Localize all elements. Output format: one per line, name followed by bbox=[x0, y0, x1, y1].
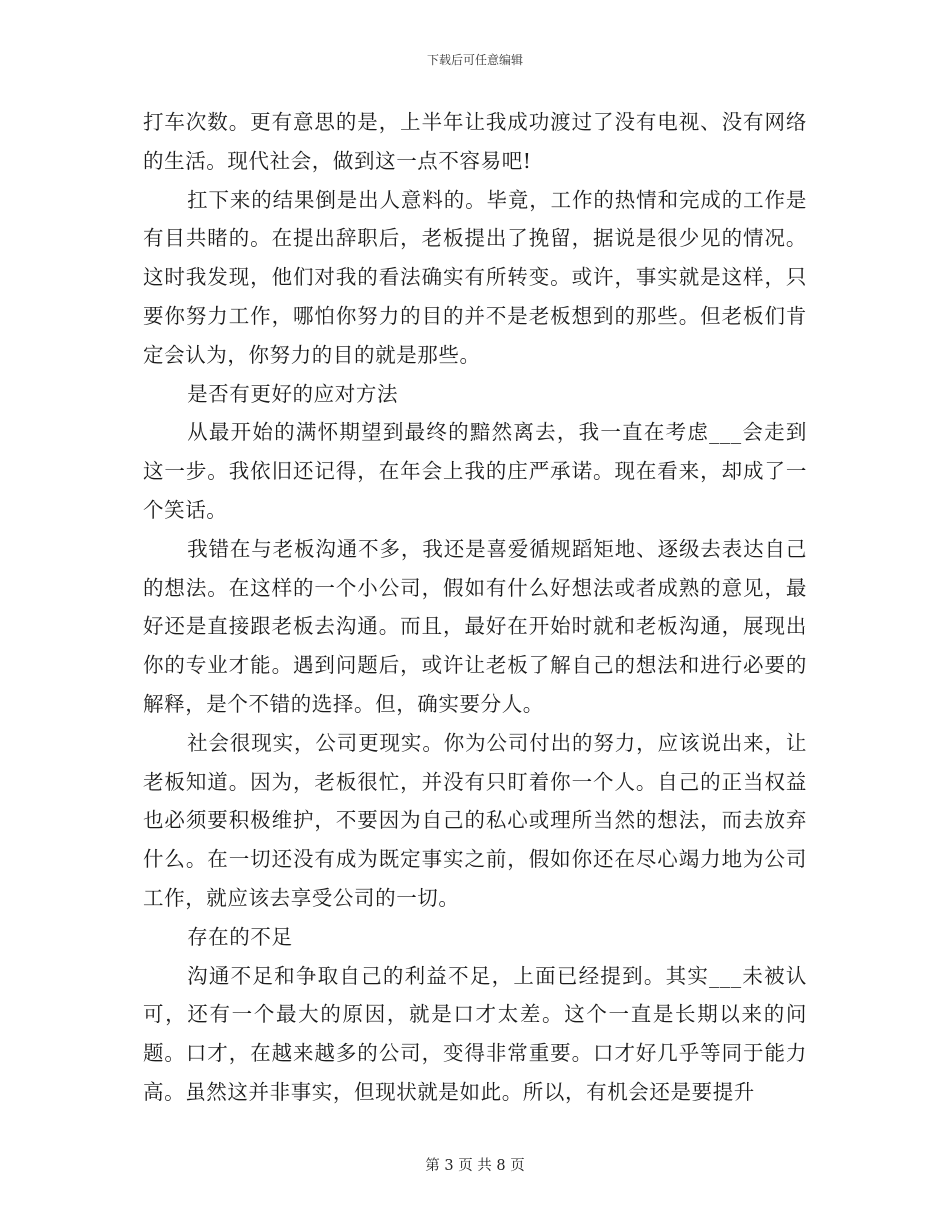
document-body bbox=[143, 103, 807, 1112]
section-heading-better-approach: 是否有更好的应对方法 bbox=[187, 381, 399, 406]
page-header: 下载后可任意编辑 bbox=[426, 53, 523, 67]
page-footer: 第 3 页 共 8 页 bbox=[425, 1158, 525, 1174]
paragraph-1: 打车次数。更有意思的是，上半年让我成功渡过了没有电视、没有网络的生活。现代社会，做到这一点不容易吧! bbox=[143, 110, 807, 173]
section-heading-shortcomings: 存在的不足 bbox=[187, 924, 293, 949]
paragraph-3: 从最开始的满怀期望到最终的黯然离去，我一直在考虑___会走到这一步。我依旧还记得，在年会上我的庄严承诺。现在看来，却成了一个笑话。 bbox=[143, 420, 807, 522]
paragraph-4: 我错在与老板沟通不多，我还是喜爱循规蹈矩地、逐级去表达自己的想法。在这样的一个小公司，假如有什么好想法或者成熟的意见，最好还是直接跟老板去沟通。而且，最好在开始时就和老板沟通，展现出你的专业才能。遇到问题后，或许让老板了解自己的想法和进行必要的解释，是个不错的选择。但，确实要分人。 bbox=[143, 536, 807, 716]
paragraph-5: 社会很现实，公司更现实。你为公司付出的努力，应该说出来，让老板知道。因为，老板很忙，并没有只盯着你一个人。自己的正当权益也必须要积极维护，不要因为自己的私心或理所当然的想法，而去放弃什么。在一切还没有成为既定事实之前，假如你还在尽心竭力地为公司工作，就应该去享受公司的一切。 bbox=[143, 730, 807, 910]
paragraph-2: 扛下来的结果倒是出人意料的。毕竟，工作的热情和完成的工作是有目共睹的。在提出辞职后，老板提出了挽留，据说是很少见的情况。这时我发现，他们对我的看法确实有所转变。或许，事实就是这样，只要你努力工作，哪怕你努力的目的并不是老板想到的那些。但老板们肯定会认为，你努力的目的就是那些。 bbox=[143, 187, 807, 367]
paragraph-6: 沟通不足和争取自己的利益不足，上面已经提到。其实___未被认可，还有一个最大的原因，就是口才太差。这个一直是长期以来的问题。口才，在越来越多的公司，变得非常重要。口才好几乎等同于能力高。虽然这并非事实，但现状就是如此。所以，有机会还是要提升 bbox=[143, 963, 807, 1104]
